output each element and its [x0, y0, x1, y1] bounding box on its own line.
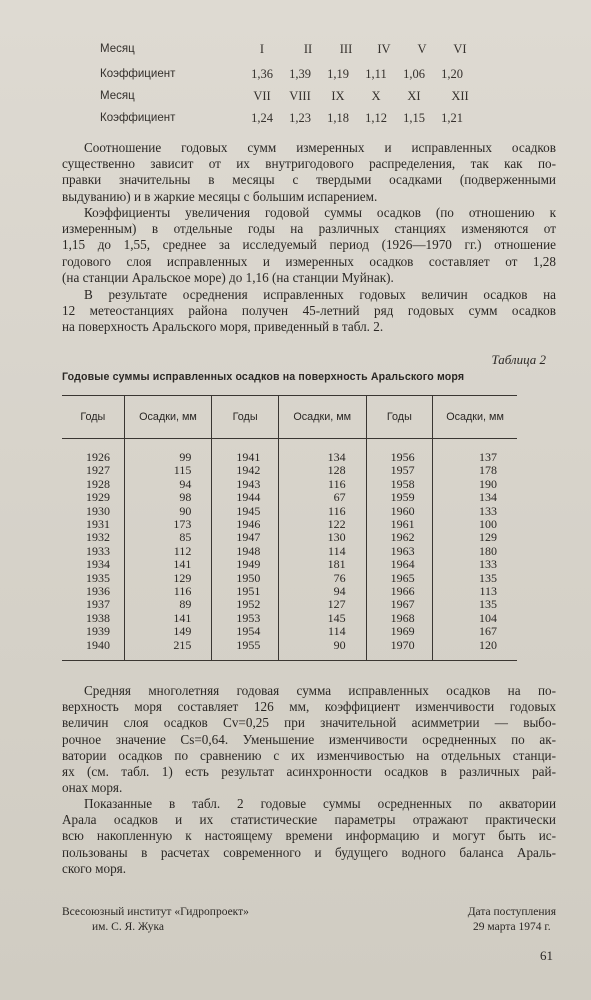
coef-cell: II [303, 42, 313, 56]
table-row [62, 612, 517, 625]
coef-cell: VI [453, 42, 467, 56]
year-cell: 1933 [86, 543, 110, 558]
coef-cell: 1,15 [403, 111, 425, 125]
precip-cell: 122 [278, 518, 366, 531]
paragraph-ratio [62, 140, 556, 205]
precip-cell: 134 [433, 491, 517, 504]
coef-cell: 1,23 [289, 111, 311, 125]
precip-cell: 100 [433, 518, 517, 531]
precip-cell: 116 [124, 585, 212, 598]
header-years: Годы [366, 396, 433, 439]
paragraph-statistics [62, 683, 556, 796]
year-cell: 1965 [366, 572, 433, 585]
year-cell: 1926 [86, 450, 110, 464]
year-cell: 1941 [212, 439, 279, 465]
year-cell: 1930 [86, 503, 110, 518]
table-label: Таблица 2 [491, 352, 546, 367]
precip-cell: 133 [433, 558, 517, 571]
precip-cell: 181 [278, 558, 366, 571]
precip-cell: 133 [433, 505, 517, 518]
text-line: существенно зависит от их внутригодового распределения, так как по- [62, 156, 556, 172]
received-label: Дата поступления [467, 906, 556, 918]
coef-label: Месяц [100, 43, 135, 55]
precip-cell: 145 [278, 612, 366, 625]
coef-cell: 1,36 [251, 67, 273, 81]
year-cell: 1951 [212, 585, 279, 598]
precip-cell: 67 [278, 491, 366, 504]
precip-cell: 137 [433, 439, 517, 465]
coef-label: Коэффициент [100, 112, 176, 124]
precip-cell: 149 [124, 625, 212, 638]
text-line: Арала осадков и их статистические параметры отражают практически [62, 812, 556, 828]
table-row [62, 558, 517, 571]
precip-cell: 90 [124, 505, 212, 518]
year-cell: 1934 [86, 557, 110, 572]
precip-cell: 90 [278, 639, 366, 661]
header-precip: Осадки, мм [278, 396, 366, 439]
text-line: Показанные в табл. 2 годовые суммы осредненных по акватории [84, 796, 556, 811]
coef-cell: X [371, 89, 381, 103]
year-cell: 1959 [366, 491, 433, 504]
coef-cell: 1,39 [289, 67, 311, 81]
precip-cell: 120 [433, 639, 517, 661]
coef-label: Месяц [100, 90, 135, 102]
precip-cell: 134 [278, 439, 366, 465]
text-line: верхность моря составляет 126 мм, коэффициент изменчивости годовых [62, 699, 556, 715]
precip-cell: 129 [124, 572, 212, 585]
received-date [468, 905, 556, 935]
year-cell: 1969 [366, 625, 433, 638]
header-years: Годы [62, 396, 124, 439]
year-cell: 1937 [86, 597, 110, 612]
year-cell: 1956 [366, 439, 433, 465]
year-cell: 1958 [366, 478, 433, 491]
coef-cell: 1,11 [365, 67, 387, 81]
year-cell: 1931 [86, 517, 110, 532]
precip-cell: 94 [278, 585, 366, 598]
year-cell: 1929 [86, 490, 110, 505]
page-number: 61 [540, 948, 553, 963]
header-precip: Осадки, мм [124, 396, 212, 439]
precip-cell: 89 [124, 598, 212, 611]
table-row [62, 585, 517, 598]
institute-credit [62, 905, 249, 935]
coef-cell: 1,12 [365, 111, 387, 125]
precip-cell: 116 [278, 505, 366, 518]
precip-cell: 141 [124, 558, 212, 571]
coef-cell: IV [377, 42, 391, 56]
year-cell: 1961 [366, 518, 433, 531]
precip-cell: 99 [124, 439, 212, 465]
table-title: Годовые суммы исправленных осадков на поверхность Аральского моря [62, 371, 465, 383]
precip-cell: 104 [433, 612, 517, 625]
precip-cell: 178 [433, 464, 517, 477]
table-row [62, 505, 517, 518]
precip-cell: 114 [278, 545, 366, 558]
year-cell: 1928 [86, 476, 110, 491]
year-cell: 1927 [86, 463, 110, 478]
coef-cell: 1,06 [403, 67, 425, 81]
precip-cell: 167 [433, 625, 517, 638]
coef-label: Коэффициент [100, 68, 176, 80]
table-row [62, 639, 517, 661]
year-cell: 1962 [366, 531, 433, 544]
year-cell: 1970 [366, 639, 433, 661]
year-cell: 1947 [212, 531, 279, 544]
institute-named-after: им. С. Я. Жука [92, 921, 165, 933]
table-row [62, 464, 517, 477]
precip-cell: 128 [278, 464, 366, 477]
precip-cell: 115 [124, 464, 212, 477]
table-row [62, 439, 517, 465]
precip-cell: 129 [433, 531, 517, 544]
precip-cell: 113 [433, 585, 517, 598]
text-line: правки значительны в месяцы с твердыми осадками (подверженными [62, 172, 556, 188]
precip-cell: 127 [278, 598, 366, 611]
coef-cell: VIII [289, 89, 311, 103]
table-header-row [62, 396, 517, 439]
precipitation-table [62, 395, 517, 661]
precip-cell: 141 [124, 612, 212, 625]
paragraph-coefficients [62, 205, 556, 286]
year-cell: 1954 [212, 625, 279, 638]
year-cell: 1967 [366, 598, 433, 611]
year-cell: 1963 [366, 545, 433, 558]
precip-cell: 112 [124, 545, 212, 558]
year-cell: 1935 [86, 570, 110, 585]
paragraph-averaging [62, 287, 556, 336]
received-value: 29 марта 1974 г. [473, 921, 551, 933]
year-cell: 1936 [86, 584, 110, 599]
precip-cell: 114 [278, 625, 366, 638]
year-cell: 1942 [212, 464, 279, 477]
precip-cell: 190 [433, 478, 517, 491]
text-line: ского моря. [62, 860, 127, 876]
table-row [62, 531, 517, 544]
table-row [62, 572, 517, 585]
year-cell: 1932 [86, 530, 110, 545]
precip-cell: 180 [433, 545, 517, 558]
text-line: онах моря. [62, 780, 123, 796]
coef-cell: IX [331, 89, 345, 103]
text-line: годового слоя исправленных и измеренных осадков составляет от 1,28 [62, 253, 556, 269]
text-line: Соотношение годовых сумм измеренных и исправленных осадков [84, 140, 556, 155]
text-line: 1,15 до 1,55, среднее за исследуемый период (1926—1970 гг.) отношение [62, 237, 556, 253]
text-line: на поверхность Аральского моря, приведенный в табл. 2. [62, 319, 384, 335]
precip-cell: 135 [433, 598, 517, 611]
header-years: Годы [212, 396, 279, 439]
text-line: 12 метеостанциях района получен 45-летний ряд годовых сумм осадков [62, 303, 556, 319]
table-row [62, 625, 517, 638]
text-line: рочное значение Cs=0,64. Уменьшение изменчивости осредненных по ак- [62, 731, 556, 747]
text-line: ватории осадков по сравнению с их изменчивостью на отдельных станци- [62, 747, 556, 763]
table-row [62, 518, 517, 531]
text-line: пользованы в расчетах современного и будущего водного баланса Араль- [62, 844, 556, 860]
year-cell: 1966 [366, 585, 433, 598]
text-line: величин слоя осадков Cv=0,25 при значительной асимметрии — выбо- [62, 715, 556, 731]
text-line: Средняя многолетняя годовая сумма исправленных осадков на по- [84, 683, 556, 698]
precip-cell: 94 [124, 478, 212, 491]
text-line: (на станции Аральское море) до 1,16 (на станции Муйнак). [62, 269, 394, 285]
coef-cell: 1,21 [441, 111, 463, 125]
year-cell: 1964 [366, 558, 433, 571]
year-cell: 1943 [212, 478, 279, 491]
precip-cell: 135 [433, 572, 517, 585]
precip-cell: 130 [278, 531, 366, 544]
coef-cell: 1,18 [327, 111, 349, 125]
text-line: измеренным) в отдельные годы на различных станциях изменяются от [62, 221, 556, 237]
year-cell: 1945 [212, 505, 279, 518]
text-line: Коэффициенты увеличения годовой суммы осадков (по отношению к [84, 205, 556, 220]
precip-cell: 116 [278, 478, 366, 491]
year-cell: 1939 [86, 624, 110, 639]
table-row [62, 598, 517, 611]
year-cell: 1968 [366, 612, 433, 625]
year-cell: 1953 [212, 612, 279, 625]
coef-cell: 1,24 [251, 111, 273, 125]
year-cell: 1949 [212, 558, 279, 571]
year-cell: 1938 [86, 610, 110, 625]
coef-cell: I [259, 42, 265, 56]
precip-cell: 98 [124, 491, 212, 504]
year-cell: 1940 [62, 639, 124, 661]
coef-cell: 1,19 [327, 67, 349, 81]
coef-cell: 1,20 [441, 67, 463, 81]
year-cell: 1946 [212, 518, 279, 531]
text-line: В результате осреднения исправленных годовых величин осадков на [84, 287, 556, 302]
year-cell: 1948 [212, 545, 279, 558]
table-row [62, 491, 517, 504]
coef-cell: VII [253, 89, 271, 103]
year-cell: 1960 [366, 505, 433, 518]
paragraph-conclusion [62, 796, 556, 877]
year-cell: 1955 [212, 639, 279, 661]
precip-cell: 76 [278, 572, 366, 585]
header-precip: Осадки, мм [433, 396, 517, 439]
precip-cell: 215 [124, 639, 212, 661]
precip-cell: 173 [124, 518, 212, 531]
coef-cell: XII [451, 89, 469, 103]
coef-cell: V [417, 42, 427, 56]
coef-cell: XI [407, 89, 421, 103]
coef-cell: III [339, 42, 353, 56]
precip-cell: 85 [124, 531, 212, 544]
year-cell: 1944 [212, 491, 279, 504]
text-line: выдуванию) и в жаркие месяцы с большим испарением. [62, 188, 378, 204]
year-cell: 1952 [212, 598, 279, 611]
text-line: ях (см. табл. 1) есть результат асинхронности осадков в различных рай- [62, 764, 556, 780]
table-row [62, 545, 517, 558]
year-cell: 1950 [212, 572, 279, 585]
institute-name: Всесоюзный институт «Гидропроект» [62, 906, 249, 918]
year-cell: 1957 [366, 464, 433, 477]
text-line: всю накопленную к настоящему времени информацию и могут быть ис- [62, 828, 556, 844]
table-row [62, 478, 517, 491]
table-body [62, 439, 517, 661]
